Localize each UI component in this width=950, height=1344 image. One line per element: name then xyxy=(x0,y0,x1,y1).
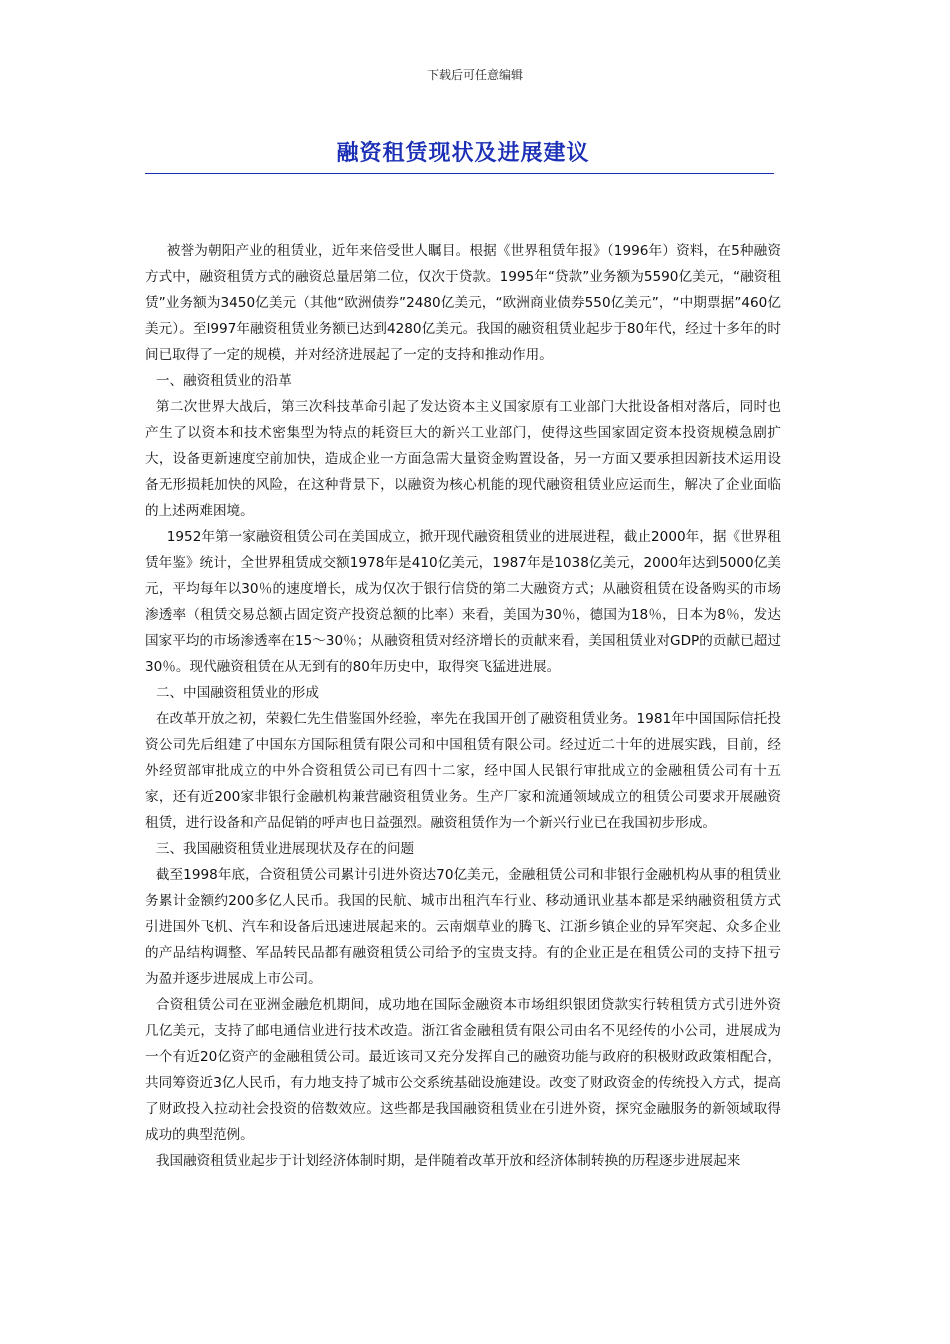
paragraph-china-formation: 在改革开放之初，荣毅仁先生借鉴国外经验，率先在我国开创了融资租赁业务。1981年中国国际信托投资公司先后组建了中国东方国际租赁有限公司和中国租赁有限公司。经过近二十年的进展实践，目前，经外经贸部审批成立的中外合资租赁公司已有四十二家，经中国人民银行审批成立的金融租赁公司有十五家，还有近200家非银行金融机构兼营融资租赁业务。生产厂家和流通领域成立的租赁公司要求开展融资租赁，进行设备和产品促销的呼声也日益强烈。融资租赁作为一个新兴行业已在我国初步形成。 xyxy=(145,711,781,831)
document-title: 融资租赁现状及进展建议 xyxy=(336,140,590,166)
section-heading-3: 三、我国融资租赁业进展现状及存在的问题 xyxy=(155,841,415,857)
paragraph-joint-venture: 合资租赁公司在亚洲金融危机期间，成功地在国际金融资本市场组织银团贷款实行转租赁方式引进外资几亿美元，支持了邮电通信业进行技术改造。浙江省金融租赁有限公司由名不见经传的小公司，进展成为一个有近20亿资产的金融租赁公司。最近该司又充分发挥自己的融资功能与政府的积极财政政策相配合，共同筹资近3亿人民币，有力地支持了城市公交系统基础设施建设。改变了财政资金的传统投入方式，提高了财政投入拉动社会投资的倍数效应。这些都是我国融资租赁业在引进外资，探究金融服务的新领域取得成功的典型范例。 xyxy=(145,997,781,1143)
paragraph-planned-economy: 我国融资租赁业起步于计划经济体制时期，是伴随着改革开放和经济体制转换的历程逐步进展起来 xyxy=(155,1153,741,1169)
paragraph-history: 第二次世界大战后，第三次科技革命引起了发达资本主义国家原有工业部门大批设备相对落后，同时也产生了以资本和技术密集型为特点的耗资巨大的新兴工业部门，使得这些国家固定资本投资规模急剧扩大，设备更新速度空前加快，造成企业一方面急需大量资金购置设备，另一方面又要承担因新技术运用设备无形损耗加快的风险，在这种背景下，以融资为核心机能的现代融资租赁业应运而生，解决了企业面临的上述两难困境。 xyxy=(145,399,781,519)
title-underline xyxy=(145,173,774,174)
paragraph-intro: 被誉为朝阳产业的租赁业，近年来倍受世人瞩目。根据《世界租赁年报》（1996年）资料，在5种融资方式中，融资租赁方式的融资总量居第二位，仅次于贷款。1995年“贷款”业务额为5590亿美元，“融资租赁”业务额为3450亿美元（其他“欧洲债券”2480亿美元，“欧洲商业债券550亿美元”，“中期票据”460亿美元）。至l997年融资租赁业务额已达到4280亿美元。我国的融资租赁业起步于80年代，经过十多年的时间已取得了一定的规模，并对经济进展起了一定的支持和推动作用。 xyxy=(145,243,781,363)
paragraph-1998: 截至1998年底，合资租赁公司累计引进外资达70亿美元，金融租赁公司和非银行金融机构从事的租赁业务累计金额约200多亿人民币。我国的民航、城市出租汽车行业、移动通讯业基本都是采纳融资租赁方式引进国外飞机、汽车和设备后迅速进展起来的。云南烟草业的腾飞、江浙乡镇企业的异军突起、众多企业的产品结构调整、军品转民品都有融资租赁公司给予的宝贵支持。有的企业正是在租赁公司的支持下扭亏为盈并逐步进展成上市公司。 xyxy=(145,867,781,987)
paragraph-1952: 1952年第一家融资租赁公司在美国成立，掀开现代融资租赁业的进展进程，截止2000年，据《世界租赁年鉴》统计，全世界租赁成交额1978年是410亿美元，1987年是1038亿美元，2000年达到5000亿美元，平均每年以30％的速度增长，成为仅次于银行信贷的第二大融资方式；从融资租赁在设备购买的市场渗透率（租赁交易总额占固定资产投资总额的比率）来看，美国为30％，德国为18％，日本为8％，发达国家平均的市场渗透率在15～30％；从融资租赁对经济增长的贡献来看，美国租赁业对GDP的贡献已超过30％。现代融资租赁在从无到有的80年历史中，取得突飞猛进进展。 xyxy=(145,529,781,675)
page-header-note: 下载后可任意编辑 xyxy=(426,68,523,82)
document-body xyxy=(145,238,781,1174)
section-heading-2: 二、中国融资租赁业的形成 xyxy=(155,685,319,701)
section-heading-1: 一、融资租赁业的沿革 xyxy=(155,373,292,389)
